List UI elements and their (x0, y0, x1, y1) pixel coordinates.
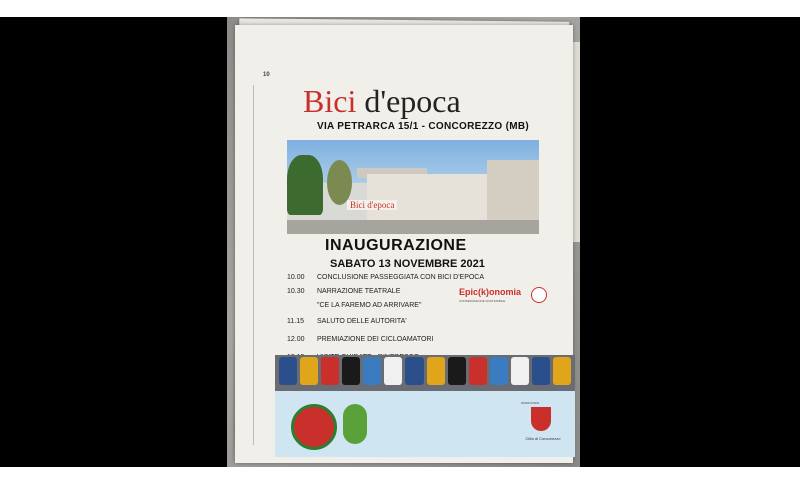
jersey-icon (469, 357, 487, 385)
jersey-icon (363, 357, 381, 385)
club-logo-icon (291, 404, 337, 450)
left-letterbox (0, 17, 227, 467)
building-wall (367, 174, 487, 224)
jersey-icon (279, 357, 297, 385)
tree-2 (327, 160, 352, 205)
schedule-time: 10.00 (287, 274, 305, 281)
schedule-event: NARRAZIONE TEATRALE (317, 288, 401, 295)
address: VIA PETRARCA 15/1 - CONCOREZZO (MB) (317, 121, 529, 132)
jersey-icon (405, 357, 423, 385)
newspaper-page (235, 25, 573, 463)
building-annex (487, 160, 539, 220)
poster-title (303, 83, 461, 120)
right-letterbox (580, 17, 800, 467)
patronage-label: PATROCINIO (521, 401, 540, 405)
jersey-icon (427, 357, 445, 385)
jersey-icon (490, 357, 508, 385)
margin-rule (253, 85, 254, 445)
jersey-icon (448, 357, 466, 385)
schedule-row (287, 274, 557, 288)
poster-footer (275, 391, 575, 457)
event-date: SABATO 13 NOVEMBRE 2021 (330, 258, 485, 270)
ground (287, 220, 539, 234)
jersey-icon (553, 357, 571, 385)
schedule-event: "CE LA FAREMO AD ARRIVARE" (317, 302, 422, 309)
title-part-2: d'epoca (356, 83, 461, 119)
page-number: 10 (263, 72, 270, 78)
schedule-row (287, 318, 557, 332)
jersey-strip (275, 355, 575, 391)
museum-logo-icon (343, 404, 367, 444)
town-label: Città di Concorezzo (525, 436, 561, 441)
jersey-icon (300, 357, 318, 385)
schedule-event: PREMIAZIONE DEI CICLOAMATORI (317, 336, 434, 343)
schedule-row (287, 336, 557, 350)
sponsor-badge-icon (531, 287, 547, 303)
top-bar (0, 0, 800, 17)
schedule-time: 10.30 (287, 288, 305, 295)
title-part-1: Bici (303, 83, 357, 119)
schedule-event: CONCLUSIONE PASSEGGIATA CON BICI D'EPOCA (317, 274, 485, 281)
sponsor-tagline: CONSERVAZIONE SOSTENIBILE (459, 299, 506, 303)
sponsor-logo: Epic(k)onomia (459, 287, 522, 297)
newspaper-photo (227, 17, 580, 467)
jersey-icon (321, 357, 339, 385)
jersey-icon (511, 357, 529, 385)
tree (287, 155, 323, 215)
event-heading: INAUGURAZIONE (325, 237, 467, 254)
building-sign: Bici d'epoca (347, 200, 397, 210)
schedule-time: 11.15 (287, 318, 304, 325)
bottom-bar (0, 467, 800, 484)
jersey-icon (384, 357, 402, 385)
jersey-icon (342, 357, 360, 385)
jersey-icon (532, 357, 550, 385)
schedule-time: 12.00 (287, 336, 305, 343)
building-photo (287, 140, 539, 234)
schedule-row (287, 302, 557, 314)
schedule-event: SALUTO DELLE AUTORITA' (317, 318, 407, 325)
town-crest-icon (531, 407, 551, 431)
